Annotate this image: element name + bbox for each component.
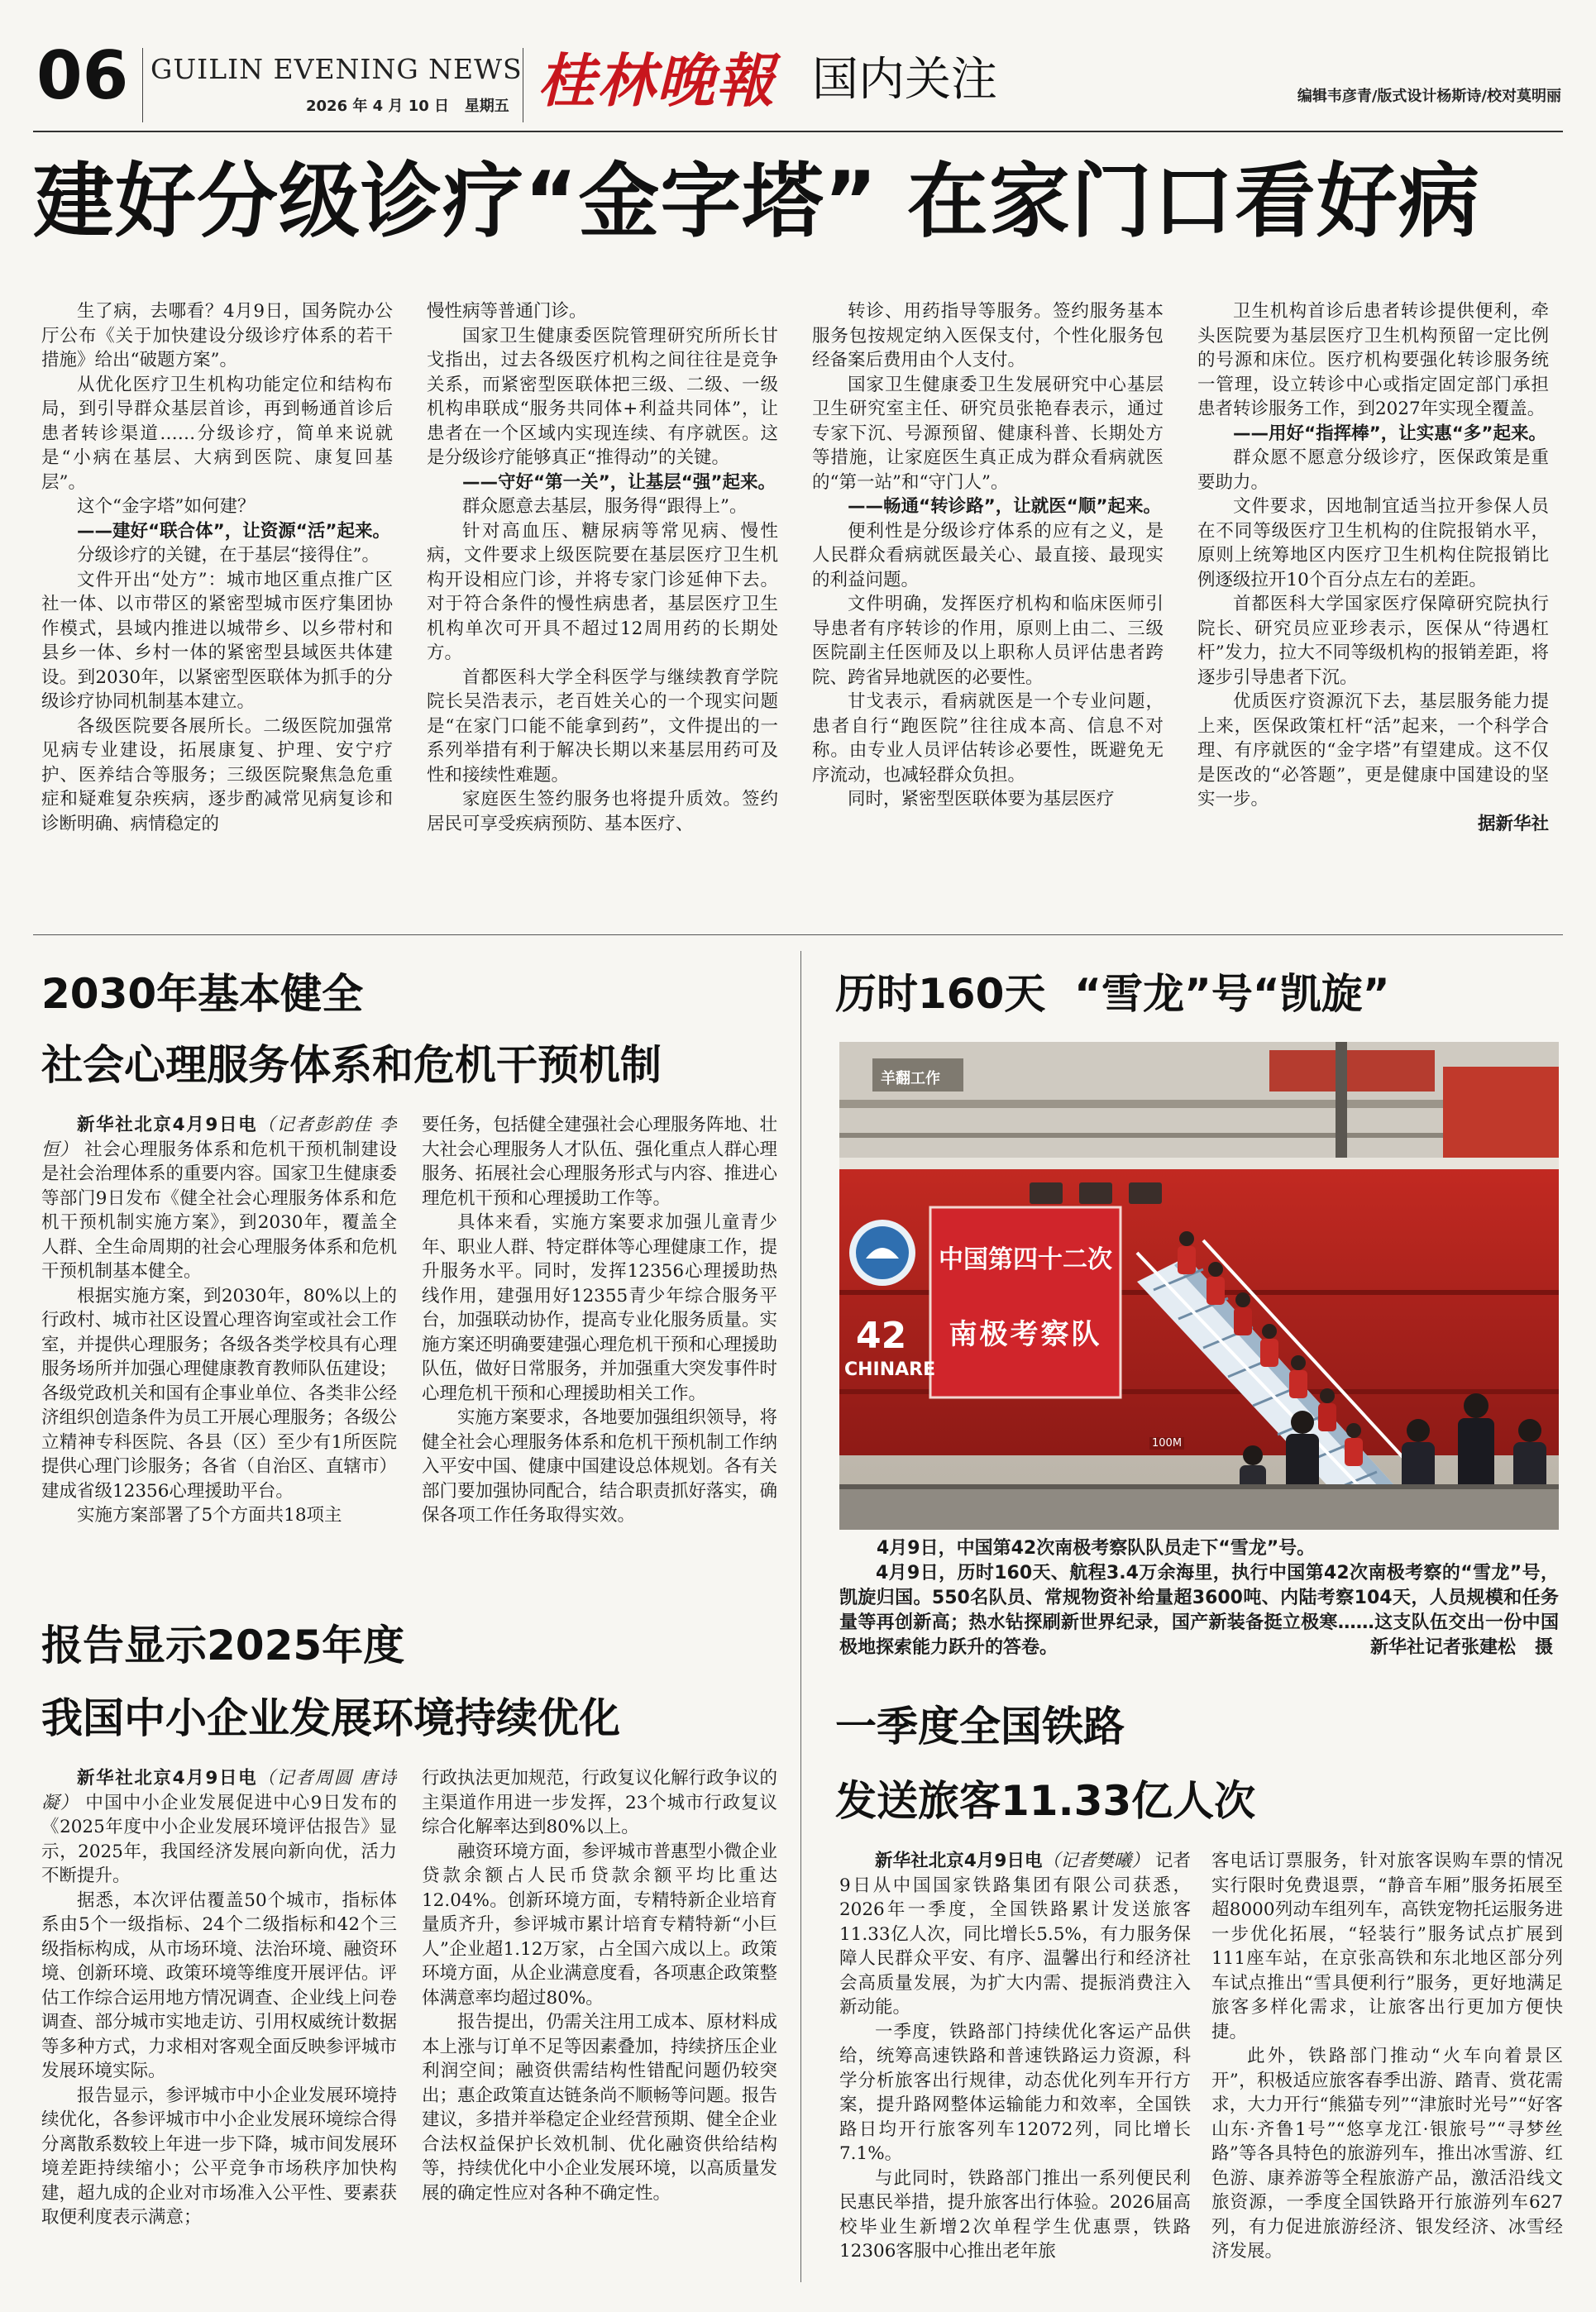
paragraph: 同时，紧密型医联体要为基层医疗	[848, 789, 1115, 810]
article4-headline-line2: 我国中小企业发展环境持续优化	[41, 1694, 620, 1742]
paragraph: 据新华社	[1477, 813, 1549, 834]
photo-banner-line1: 中国第四十二次	[939, 1245, 1112, 1274]
middle-divider	[800, 951, 801, 2282]
article5-headline-line2: 发送旅客11.33亿人次	[835, 1777, 1256, 1825]
paragraph: 客电话订票服务，针对旅客误购车票的情况实行限时免费退票，“静音车厢”服务拓展至超8000列动车组列车，高铁宠物托运服务进一步优化拓展，“轻装行”服务试点扩展到111座车站，在京张高铁和东北地区部分列车试点推出“雪具便利行”服务，更好地满足旅客多样化需求，让旅客出行更加方便快捷。	[1211, 1851, 1563, 2042]
article5-body	[839, 1849, 1563, 2295]
paragraph: 此外，铁路部门推动“火车向着景区开”，积极适应旅客春季出游、踏青、赏花需求，大力开行“熊猫专列”“津旅时光号”“好客山东·齐鲁1号”“悠享龙江·银旅号”“寻梦丝路”等各具特色的旅游列车，推出冰雪游、红色游、康养游等全程旅游产品，激活沿线文旅资源，一季度全国铁路开行旅游列车627列，有力促进旅游经济、银发经济、冰雪经济发展。	[1211, 2046, 1563, 2262]
article2-column-2	[422, 1113, 777, 1576]
paragraph: 卫生机构首诊后患者转诊提供便利，牵头医院要为基层医疗卫生机构预留一定比例的号源和床位。医疗机构要强化转诊服务统一管理，设立转诊中心或指定固定部门承担患者转诊服务工作，到2027年实现全覆盖。	[1197, 301, 1549, 419]
paragraph: ——守好“第一关”，让基层“强”起来。	[462, 471, 776, 493]
paragraph: 具体来看，实施方案要求加强儿童青少年、职业人群、特定群体等心理健康工作，提升服务水平。同时，发挥12356心理援助热线作用，建强用好12355青少年综合服务平台，加强联动协作，提高专业化服务质量。实施方案还明确要建强心理危机干预和心理援助队伍，做好日常服务，并加强重大突发事件时心理危机干预和心理援助相关工作。	[422, 1212, 777, 1404]
section-title: 国内关注	[812, 53, 997, 107]
photo-ship-sign: 羊翻工作	[881, 1070, 940, 1087]
article4-column-2	[422, 1766, 777, 2295]
article5-dateline: 新华社北京4月9日电	[875, 1851, 1043, 1871]
article4-headline-line1: 报告显示2025年度	[41, 1622, 405, 1670]
paragraph: 转诊、用药指导等服务。签约服务基本服务包按规定纳入医保支付，个性化服务包经备案后费用由个人支付。	[812, 301, 1164, 370]
photo-caption-2: 4月9日，历时160天、航程3.4万余海里，执行中国第42次南极考察的“雪龙”号，凯旋归国。550名队员、常规物资补给量超3600吨、内陆考察104天，人员规模和任务量等再创新高；热水钻探刷新世界纪录，国产新装备挺立极寒……这支队伍交出一份中国极地探索能力跃升的答卷。	[839, 1563, 1559, 1658]
article5-headline-line1: 一季度全国铁路	[835, 1703, 1125, 1751]
paragraph: 各级医院要各展所长。二级医院加强常见病专业建设，拓展康复、护理、安宁疗护、医养结合等服务；三级医院聚焦急危重症和疑难复杂疾病，逐步酌减常见病复诊和诊断明确、病情稳定的	[41, 715, 393, 834]
paragraph: 便利性是分级诊疗体系的应有之义，是人民群众看病就医最关心、最直接、最现实的利益问题。	[812, 520, 1164, 590]
newspaper-logo: 桂林晚報	[538, 46, 776, 115]
paragraph: 与此同时，铁路部门推出一系列便民利民惠民举措，提升旅客出行体验。2026届高校毕业生新增2次单程学生优惠票，铁路12306客服中心推出老年旅	[839, 2167, 1191, 2262]
header-divider	[142, 48, 143, 122]
paragraph: 首都医科大学国家医疗保障研究院执行院长、研究员应亚珍表示，医保从“待遇杠杆”发力，拉大不同等级机构的报销差距，将逐步引导患者下沉。	[1197, 594, 1549, 688]
lead-paragraph-text: 中国中小企业发展促进中心9日发布的《2025年度中小企业发展环境评估报告》显示，2025年，我国经济发展向新向优，活力不断提升。	[41, 1792, 397, 1886]
article2-column-1	[41, 1113, 397, 1576]
photo-hull-number: 42	[856, 1315, 907, 1357]
paragraph: 文件开出“处方”：城市地区重点推广区社一体、以市带区的紧密型城市医疗集团协作模式，县域内推进以城带乡、以乡带村和县乡一体、乡村一体的紧密型县域医共体建设。到2030年，以紧密型医联体为抓手的分级诊疗协同机制基本建立。	[41, 569, 393, 712]
paragraph: 报告显示，参评城市中小企业发展环境持续优化，各参评城市中小企业发展环境综合得分离散系数较上年进一步下降，城市间发展环境差距持续缩小；公平竞争市场秩序加快构建，超九成的企业对市场准入公平性、要素获取便利度表示满意；	[41, 2085, 397, 2228]
article2-headline-line1: 2030年基本健全	[41, 970, 364, 1018]
article5-lead	[839, 1849, 1191, 2020]
article4-reporter: （记者周圆 唐诗凝）	[41, 1768, 397, 1813]
paragraph: ——畅通“转诊路”，让就医“顺”起来。	[848, 496, 1162, 517]
paragraph: 国家卫生健康委卫生发展研究中心基层卫生研究室主任、研究员张艳春表示，通过专家下沉、号源预留、健康科普、长期处方等措施，让家庭医生真正成为群众看病就医的“第一站”和“守门人”。	[812, 374, 1164, 493]
paragraph: 根据实施方案，到2030年，80%以上的行政村、城市社区设置心理咨询室或社会工作室，并提供心理服务；各级各类学校具有心理服务场所并加强心理健康教育教师队伍建设；各级党政机关和国有企事业单位、各类非公经济组织创造条件为员工开展心理服务；各级公立精神专科医院、各县（区）至少有1所医院提供心理门诊服务；各省（自治区、直辖市）建成省级12356心理援助平台。	[41, 1285, 397, 1502]
paragraph: 生了病，去哪看？4月9日，国务院办公厅公布《关于加快建设分级诊疗体系的若干措施》给出“破题方案”。	[41, 301, 393, 370]
paragraph: 家庭医生签约服务也将提升质效。签约居民可享受疾病预防、基本医疗、	[427, 789, 778, 834]
paragraph: 要任务，包括健全建强社会心理服务阵地、壮大社会心理服务人才队伍、强化重点人群心理服务、拓展社会心理服务形式与内容、推进心理危机干预和心理援助工作等。	[422, 1115, 777, 1209]
photo-caption-1: 4月9日，中国第42次南极考察队队员走下“雪龙”号。	[877, 1538, 1316, 1559]
article2-headline-line2: 社会心理服务体系和危机干预机制	[41, 1041, 662, 1089]
article1-column-3	[812, 299, 1164, 911]
main-headline: 建好分级诊疗“金字塔” 在家门口看好病	[33, 155, 1480, 249]
snow-dragon-photo	[839, 1042, 1559, 1530]
paragraph: 融资环境方面，参评城市普惠型小微企业贷款余额占人民币贷款余额平均比重达12.04%。创新环境方面，专精特新企业培育量质齐升，参评城市累计培育专精特新“小巨人”企业超1.12万家，占全国六成以上。政策环境方面，从企业满意度看，各项惠企政策整体满意率均超过80%。	[422, 1841, 777, 2009]
photo-banner-line2: 南极考察队	[949, 1318, 1102, 1351]
lead-paragraph-text: 记者9日从中国国家铁路集团有限公司获悉，2026年一季度，全国铁路累计发送旅客11.33亿人次，同比增长5.5%，有力服务保障人民群众平安、有序、温馨出行和经济社会高质量发展，为扩大内需、提振消费注入新动能。	[839, 1851, 1191, 2018]
paper-english-name: GUILIN EVENING NEWS	[151, 53, 523, 85]
photo-100m-mark: 100M	[1149, 1437, 1184, 1450]
paragraph: 优质医疗资源沉下去，基层服务能力提上来，医保政策杠杆“活”起来，一个科学合理、有序就医的“金字塔”有望建成。这不仅是医改的“必答题”，更是健康中国建设的坚实一步。	[1197, 691, 1549, 810]
paragraph: 一季度，铁路部门持续优化客运产品供给，统筹高速铁路和普速铁路运力资源，科学分析旅客出行规律，动态优化列车开行方案，提升路网整体运输能力和效率，全国铁路日均开行旅客列车12072列，同比增长7.1%。	[839, 2021, 1191, 2164]
paragraph: ——用好“指挥棒”，让实惠“多”起来。	[1233, 423, 1547, 444]
paragraph: 群众愿不愿意分级诊疗，医保政策是重要助力。	[1197, 447, 1549, 493]
paragraph: 文件明确，发挥医疗机构和临床医师引导患者有序转诊的作用，原则上由二、三级医院副主任医师及以上职称人员评估患者跨院、跨省异地就医的必要性。	[812, 594, 1164, 688]
paragraph: 首都医科大学全科医学与继续教育学院院长吴浩表示，老百姓关心的一个现实问题是“在家门口能不能拿到药”，文件提出的一系列举措有利于解决长期以来基层用药可及性和接续性难题。	[427, 666, 778, 786]
article5-column-1	[839, 1849, 1191, 2295]
section-rule	[33, 934, 1563, 935]
page-number: 06	[36, 37, 129, 114]
issue-date: 2026 年 4 月 10 日 星期五	[306, 98, 509, 115]
paragraph: 分级诊疗的关键，在于基层“接得住”。	[77, 545, 380, 566]
article5-column-2	[1211, 1849, 1563, 2295]
paragraph: ——建好“联合体”，让资源“活”起来。	[77, 520, 391, 542]
article5-reporter: （记者樊曦）	[1042, 1851, 1149, 1871]
paragraph: 据悉，本次评估覆盖50个城市，指标体系由5个一级指标、24个二级指标和42个三级指标构成，从市场环境、法治环境、融资环境、创新环境、政策环境等维度开展评估。评估工作综合运用地方情况调查、企业线上问卷调查、部分城市实地走访、引用权威统计数据等多种方式，力求相对客观全面反映参评城市发展环境实际。	[41, 1889, 397, 2081]
article4-dateline: 新华社北京4月9日电	[77, 1768, 258, 1789]
editor-credits: 编辑韦彦青/版式设计杨斯诗/校对莫明丽	[1297, 88, 1561, 105]
paragraph: 这个“金字塔”如何建？	[77, 496, 256, 517]
photo-credit: 新华社记者张建松 摄	[1370, 1637, 1553, 1658]
article1-column-1	[41, 299, 393, 911]
article4-lead	[41, 1766, 397, 1889]
photo-hull-text: CHINARE	[844, 1359, 936, 1380]
article1-column-2	[427, 299, 778, 911]
paragraph: 针对高血压、糖尿病等常见病、慢性病，文件要求上级医院要在基层医疗卫生机构开设相应门诊，并将专家门诊延伸下去。对于符合条件的慢性病患者，基层医疗卫生机构单次可开具不超过12周用药的长期处方。	[427, 520, 778, 663]
paragraph: 文件要求，因地制宜适当拉开参保人员在不同等级医疗卫生机构的住院报销水平，原则上统筹地区内医疗卫生机构住院报销比例逐级拉开10个百分点左右的差距。	[1197, 496, 1549, 590]
paragraph: 行政执法更加规范，行政复议化解行政争议的主渠道作用进一步发挥，23个城市行政复议综合化解率达到80%以上。	[422, 1768, 777, 1837]
lead-paragraph-text: 社会心理服务体系和危机干预机制建设是社会治理体系的重要内容。国家卫生健康委等部门9日发布《健全社会心理服务体系和危机干预机制实施方案》，到2030年，覆盖全人群、全生命周期的社会心理服务体系和危机干预机制基本健全。	[41, 1139, 397, 1282]
article1-body	[41, 299, 1563, 911]
paragraph: 实施方案部署了5个方面共18项主	[77, 1505, 342, 1526]
paragraph: 从优化医疗卫生机构功能定位和结构布局，到引导群众基层首诊，再到畅通首诊后患者转诊渠道……分级诊疗，简单来说就是“小病在基层、大病到医院、康复回基层”。	[41, 374, 393, 493]
header-rule	[33, 131, 1563, 132]
article3-headline: 历时160天 “雪龙”号“凯旋”	[835, 970, 1390, 1018]
paragraph: 慢性病等普通门诊。	[427, 301, 587, 322]
article2-lead	[41, 1113, 397, 1284]
article2-body	[41, 1113, 777, 1576]
paragraph: 报告提出，仍需关注用工成本、原材料成本上涨与订单不足等因素叠加，持续挤压企业利润空间；融资供需结构性错配问题仍较突出；惠企政策直达链条尚不顺畅等问题。报告建议，多措并举稳定企业经营预期、健全企业合法权益保护长效机制、优化融资供给结构等，持续优化中小企业发展环境，以高质量发展的确定性应对各种不确定性。	[422, 2012, 777, 2204]
article4-column-1	[41, 1766, 397, 2295]
paragraph: 群众愿意去基层，服务得“跟得上”。	[462, 496, 748, 517]
article4-body	[41, 1766, 777, 2295]
article1-column-4	[1197, 299, 1549, 911]
article2-reporter: （记者彭韵佳 李恒）	[41, 1115, 397, 1160]
article2-dateline: 新华社北京4月9日电	[77, 1115, 258, 1135]
paragraph: 实施方案要求，各地要加强组织领导，将健全社会心理服务体系和危机干预机制工作纳入平安中国、健康中国建设总体规划。各有关部门要加强协同配合，结合职责抓好落实，确保各项工作任务取得实效。	[422, 1407, 777, 1526]
paragraph: 甘戈表示，看病就医是一个专业问题，患者自行“跑医院”往往成本高、信息不对称。由专业人员评估转诊必要性，既避免无序流动，也减轻群众负担。	[812, 691, 1164, 786]
ship-photo-graphic	[839, 1042, 1559, 1530]
paragraph: 国家卫生健康委医院管理研究所所长甘戈指出，过去各级医疗机构之间往往是竞争关系，而紧密型医联体把三级、二级、一级机构串联成“服务共同体+利益共同体”，让患者在一个区域内实现连续、有序就医。这是分级诊疗能够真正“推得动”的关键。	[427, 325, 778, 468]
